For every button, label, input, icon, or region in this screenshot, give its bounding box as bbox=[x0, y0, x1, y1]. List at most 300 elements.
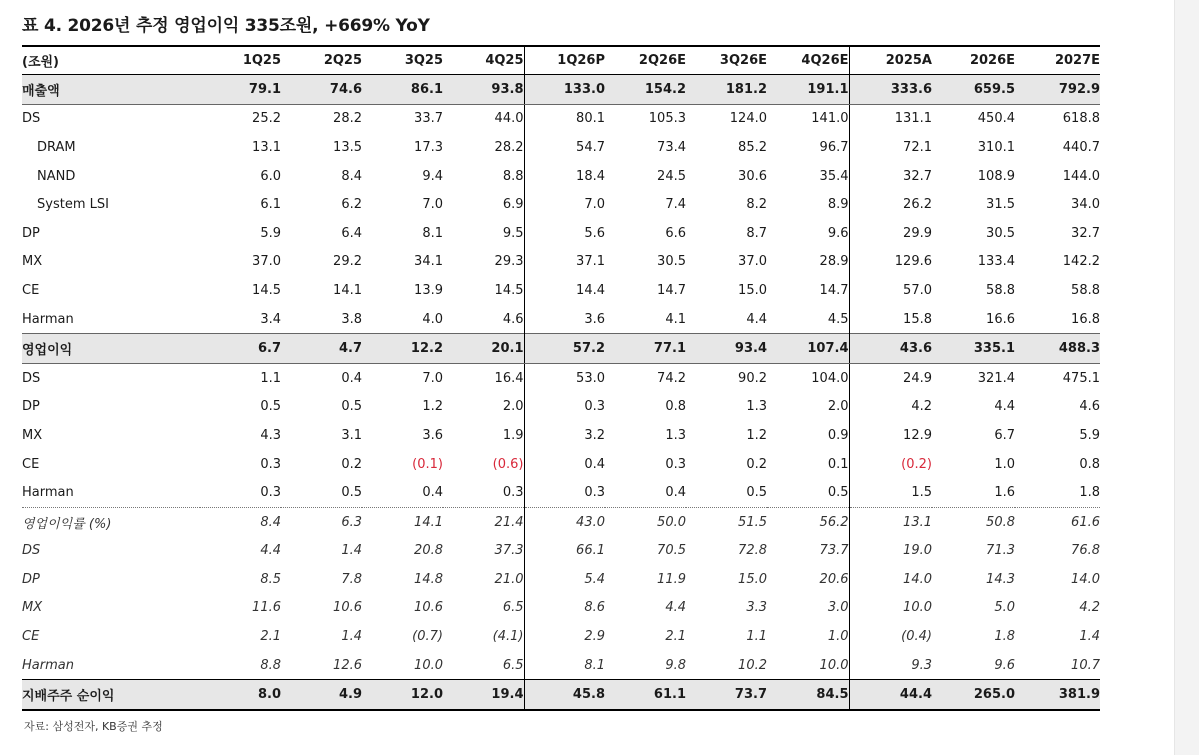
table-cell: 0.3 bbox=[502, 485, 524, 501]
table-row bbox=[22, 75, 1100, 105]
table-cell: 4.4 bbox=[994, 399, 1015, 415]
table-cell: 54.7 bbox=[524, 133, 605, 162]
table-cell: 6.7 bbox=[994, 427, 1015, 443]
column-header: 2025A bbox=[849, 46, 932, 75]
row-label: NAND bbox=[37, 168, 76, 184]
table-cell: 618.8 bbox=[1062, 111, 1100, 127]
table-cell: 11.9 bbox=[657, 571, 686, 587]
table-cell: 16.8 bbox=[1071, 311, 1100, 327]
table-cell: 0.4 bbox=[524, 450, 605, 479]
table-cell: 15.0 bbox=[738, 282, 767, 298]
column-header: 2Q26E bbox=[605, 46, 686, 75]
table-cell: 84.5 bbox=[767, 680, 849, 710]
column-header: 4Q25 bbox=[443, 46, 524, 75]
table-cell: 9.6 bbox=[994, 657, 1015, 673]
table-cell: (0.6) bbox=[492, 456, 524, 472]
table-cell: 58.8 bbox=[986, 282, 1015, 298]
table-cell: 10.0 bbox=[819, 657, 849, 673]
table-cell: 50.0 bbox=[605, 507, 686, 536]
table-cell: 50.8 bbox=[932, 507, 1015, 536]
table-cell: 19.4 bbox=[443, 680, 524, 710]
row-label: MX bbox=[22, 254, 43, 270]
table-cell: 488.3 bbox=[1015, 334, 1100, 364]
table-cell: 5.9 bbox=[260, 225, 281, 241]
table-cell: 10.7 bbox=[1071, 657, 1100, 673]
table-cell: 61.1 bbox=[605, 680, 686, 710]
table-cell: 8.4 bbox=[200, 507, 281, 536]
table-cell: 26.2 bbox=[849, 190, 932, 219]
table-cell: 154.2 bbox=[605, 75, 686, 105]
table-row bbox=[22, 162, 1100, 191]
table-cell: 19.0 bbox=[849, 537, 932, 566]
table-cell: 56.2 bbox=[767, 507, 849, 536]
table-cell: 14.7 bbox=[819, 282, 849, 298]
table-cell: 4.2 bbox=[1079, 600, 1100, 616]
table-cell: 0.2 bbox=[746, 456, 767, 472]
table-cell: 191.1 bbox=[767, 75, 849, 105]
table-cell: 1.8 bbox=[1079, 485, 1100, 501]
table-cell: 10.2 bbox=[738, 657, 767, 673]
table-cell: 335.1 bbox=[932, 334, 1015, 364]
row-label: 영업이익률 (%) bbox=[22, 507, 200, 536]
table-cell: 53.0 bbox=[524, 363, 605, 392]
table-cell: 13.5 bbox=[333, 139, 362, 155]
table-row bbox=[22, 190, 1100, 219]
table-cell: 20.1 bbox=[443, 334, 524, 364]
table-cell: 43.6 bbox=[849, 334, 932, 364]
table-cell: 12.2 bbox=[362, 334, 443, 364]
table-row bbox=[22, 594, 1100, 623]
table-cell: 105.3 bbox=[648, 111, 686, 127]
table-row bbox=[22, 104, 1100, 133]
table-cell: 74.2 bbox=[657, 370, 686, 386]
table-cell: 17.3 bbox=[414, 139, 443, 155]
table-cell: 1.3 bbox=[665, 427, 686, 443]
table-cell: 12.0 bbox=[362, 680, 443, 710]
table-cell: (0.4) bbox=[849, 622, 932, 651]
table-cell: 66.1 bbox=[524, 537, 605, 566]
row-label: DP bbox=[22, 571, 40, 587]
table-cell: 14.1 bbox=[362, 507, 443, 536]
table-cell: 0.3 bbox=[260, 485, 281, 501]
table-row bbox=[22, 363, 1100, 392]
table-cell: 0.8 bbox=[1079, 456, 1100, 472]
table-cell: 1.0 bbox=[827, 629, 849, 645]
table-cell: 57.0 bbox=[849, 276, 932, 305]
table-cell: 85.2 bbox=[738, 139, 767, 155]
row-label: MX bbox=[22, 600, 43, 616]
column-header: 2026E bbox=[932, 46, 1015, 75]
table-cell: 9.6 bbox=[827, 225, 849, 241]
table-cell: 1.4 bbox=[341, 543, 362, 559]
table-cell: 29.2 bbox=[333, 254, 362, 270]
table-cell: 381.9 bbox=[1015, 680, 1100, 710]
table-cell: 32.7 bbox=[849, 162, 932, 191]
table-cell: 8.1 bbox=[422, 225, 443, 241]
table-cell: 0.3 bbox=[665, 456, 686, 472]
table-cell: 10.6 bbox=[333, 600, 362, 616]
table-cell: 8.2 bbox=[746, 197, 767, 213]
table-cell: 3.4 bbox=[260, 311, 281, 327]
table-cell: 2.0 bbox=[502, 399, 524, 415]
table-cell: 142.2 bbox=[1062, 254, 1100, 270]
table-cell: 51.5 bbox=[686, 507, 767, 536]
table-cell: 37.3 bbox=[494, 543, 524, 559]
table-cell: 24.9 bbox=[849, 363, 932, 392]
table-cell: (0.1) bbox=[412, 456, 443, 472]
row-label: Harman bbox=[22, 485, 74, 501]
table-cell: 4.5 bbox=[827, 311, 849, 327]
row-label: Harman bbox=[22, 311, 74, 327]
table-cell: 265.0 bbox=[932, 680, 1015, 710]
row-label: DP bbox=[22, 399, 40, 415]
column-header: 2Q25 bbox=[281, 46, 362, 75]
table-cell: 14.5 bbox=[494, 282, 524, 298]
table-cell: 71.3 bbox=[986, 543, 1015, 559]
table-cell: 4.2 bbox=[849, 393, 932, 422]
table-cell: 5.9 bbox=[1079, 427, 1100, 443]
table-cell: 28.2 bbox=[333, 111, 362, 127]
table-cell: 5.6 bbox=[524, 219, 605, 248]
row-label: Harman bbox=[22, 657, 74, 673]
table-cell: 32.7 bbox=[1071, 225, 1100, 241]
table-cell: 6.5 bbox=[502, 600, 524, 616]
table-cell: 10.0 bbox=[414, 657, 443, 673]
table-row bbox=[22, 334, 1100, 364]
table-cell: 30.6 bbox=[738, 168, 767, 184]
table-row bbox=[22, 537, 1100, 566]
table-row bbox=[22, 680, 1100, 710]
table-cell: 21.4 bbox=[443, 507, 524, 536]
table-cell: 6.7 bbox=[200, 334, 281, 364]
table-cell: 44.0 bbox=[494, 111, 524, 127]
table-row bbox=[22, 565, 1100, 594]
table-cell: 72.1 bbox=[849, 133, 932, 162]
table-cell: 0.5 bbox=[341, 399, 362, 415]
table-cell: 8.8 bbox=[260, 657, 281, 673]
table-row bbox=[22, 276, 1100, 305]
table-cell: 0.3 bbox=[260, 456, 281, 472]
table-cell: 0.5 bbox=[341, 485, 362, 501]
table-cell: 0.5 bbox=[260, 399, 281, 415]
table-cell: 37.0 bbox=[252, 254, 281, 270]
table-cell: 21.0 bbox=[494, 571, 524, 587]
table-cell: 475.1 bbox=[1062, 370, 1100, 386]
table-cell: 0.2 bbox=[341, 456, 362, 472]
source-note: 자료: 삼성전자, KB증권 추정 bbox=[24, 720, 163, 733]
table-cell: 131.1 bbox=[849, 104, 932, 133]
table-cell: 3.2 bbox=[524, 421, 605, 450]
table-row bbox=[22, 478, 1100, 507]
table-cell: 79.1 bbox=[200, 75, 281, 105]
table-cell: 29.9 bbox=[849, 219, 932, 248]
table-cell: 6.1 bbox=[260, 197, 281, 213]
column-header: 2027E bbox=[1015, 46, 1100, 75]
table-cell: 28.9 bbox=[819, 254, 849, 270]
table-cell: 3.1 bbox=[341, 427, 362, 443]
table-cell: 73.4 bbox=[657, 139, 686, 155]
row-label: DP bbox=[22, 225, 40, 241]
table-cell: 13.1 bbox=[849, 507, 932, 536]
column-header: 3Q26E bbox=[686, 46, 767, 75]
table-cell: 2.1 bbox=[665, 629, 686, 645]
table-cell: 8.0 bbox=[200, 680, 281, 710]
table-cell: 1.1 bbox=[260, 370, 281, 386]
table-cell: 1.4 bbox=[341, 629, 362, 645]
table-cell: 13.1 bbox=[252, 139, 281, 155]
row-label: CE bbox=[22, 456, 40, 472]
table-cell: 333.6 bbox=[849, 75, 932, 105]
table-cell: 74.6 bbox=[281, 75, 362, 105]
table-cell: 45.8 bbox=[524, 680, 605, 710]
table-cell: 9.5 bbox=[502, 225, 524, 241]
row-label: MX bbox=[22, 427, 43, 443]
table-cell: 14.5 bbox=[252, 282, 281, 298]
table-cell: 4.7 bbox=[281, 334, 362, 364]
table-cell: 0.3 bbox=[524, 393, 605, 422]
table-row bbox=[22, 507, 1100, 536]
table-cell: 0.4 bbox=[341, 370, 362, 386]
table-cell: 9.8 bbox=[665, 657, 686, 673]
table-cell: 1.8 bbox=[994, 629, 1015, 645]
row-label: 지배주주 순이익 bbox=[22, 680, 200, 710]
table-cell: 30.5 bbox=[657, 254, 686, 270]
table-row bbox=[22, 393, 1100, 422]
table-row bbox=[22, 305, 1100, 334]
table-cell: 34.0 bbox=[1071, 197, 1100, 213]
table-cell: 14.7 bbox=[657, 282, 686, 298]
table-cell: 43.0 bbox=[524, 507, 605, 536]
table-cell: 15.0 bbox=[738, 571, 767, 587]
column-header: 1Q25 bbox=[200, 46, 281, 75]
table-cell: 1.4 bbox=[1079, 629, 1100, 645]
table-cell: 18.4 bbox=[524, 162, 605, 191]
table-cell: 1.3 bbox=[746, 399, 767, 415]
row-label: DRAM bbox=[37, 139, 76, 155]
table-row bbox=[22, 421, 1100, 450]
table-cell: 80.1 bbox=[524, 104, 605, 133]
table-cell: 141.0 bbox=[811, 111, 849, 127]
header-row bbox=[22, 46, 1100, 75]
table-cell: 8.1 bbox=[524, 651, 605, 680]
column-header: 4Q26E bbox=[767, 46, 849, 75]
table-cell: 73.7 bbox=[686, 680, 767, 710]
table-cell: 4.4 bbox=[665, 600, 686, 616]
table-cell: 57.2 bbox=[524, 334, 605, 364]
row-label: CE bbox=[22, 282, 40, 298]
table-cell: 7.4 bbox=[665, 197, 686, 213]
table-cell: 14.3 bbox=[986, 571, 1015, 587]
table-cell: 144.0 bbox=[1062, 168, 1100, 184]
table-cell: 16.4 bbox=[494, 370, 524, 386]
column-header: 1Q26P bbox=[524, 46, 605, 75]
table-cell: 1.9 bbox=[502, 427, 524, 443]
table-cell: 3.3 bbox=[746, 600, 767, 616]
table-cell: 3.0 bbox=[827, 600, 849, 616]
table-cell: 4.1 bbox=[665, 311, 686, 327]
table-cell: 8.6 bbox=[524, 594, 605, 623]
table-cell: 4.6 bbox=[502, 311, 524, 327]
table-cell: 8.8 bbox=[502, 168, 524, 184]
table-cell: 10.0 bbox=[849, 594, 932, 623]
table-cell: 58.8 bbox=[1071, 282, 1100, 298]
table-cell: 6.2 bbox=[341, 197, 362, 213]
table-cell: 321.4 bbox=[977, 370, 1015, 386]
table-body bbox=[22, 75, 1100, 711]
table-cell: 20.8 bbox=[414, 543, 443, 559]
table-cell: 1.1 bbox=[746, 629, 767, 645]
table-cell: 3.6 bbox=[422, 427, 443, 443]
table-cell: 792.9 bbox=[1015, 75, 1100, 105]
row-label: DS bbox=[22, 543, 41, 559]
table-cell: (0.7) bbox=[412, 629, 443, 645]
table-cell: 86.1 bbox=[362, 75, 443, 105]
table-cell: 4.4 bbox=[746, 311, 767, 327]
table-cell: 72.8 bbox=[738, 543, 767, 559]
table-cell: (4.1) bbox=[492, 629, 524, 645]
table-cell: 6.4 bbox=[341, 225, 362, 241]
table-cell: 8.9 bbox=[827, 197, 849, 213]
table-cell: 96.7 bbox=[819, 139, 849, 155]
table-cell: 4.9 bbox=[281, 680, 362, 710]
table-cell: 9.3 bbox=[849, 651, 932, 680]
table-cell: 7.0 bbox=[524, 190, 605, 219]
table-cell: 0.4 bbox=[422, 485, 443, 501]
table-row bbox=[22, 622, 1100, 651]
table-cell: 6.0 bbox=[260, 168, 281, 184]
table-cell: 1.0 bbox=[994, 456, 1015, 472]
table-cell: 37.1 bbox=[524, 248, 605, 277]
table-cell: 2.0 bbox=[827, 399, 849, 415]
table-cell: 5.0 bbox=[994, 600, 1015, 616]
table-cell: 6.9 bbox=[502, 197, 524, 213]
column-header: 3Q25 bbox=[362, 46, 443, 75]
table-title: 표 4. 2026년 추정 영업이익 335조원, +669% YoY bbox=[22, 16, 430, 36]
table-cell: 70.5 bbox=[657, 543, 686, 559]
table-cell: 0.5 bbox=[746, 485, 767, 501]
table-cell: 7.0 bbox=[422, 370, 443, 386]
table-cell: 9.4 bbox=[422, 168, 443, 184]
table-cell: 5.4 bbox=[524, 565, 605, 594]
table-cell: 129.6 bbox=[849, 248, 932, 277]
table-cell: 20.6 bbox=[819, 571, 849, 587]
table-cell: 6.6 bbox=[665, 225, 686, 241]
table-cell: 90.2 bbox=[738, 370, 767, 386]
table-cell: 37.0 bbox=[738, 254, 767, 270]
table-cell: 10.6 bbox=[414, 600, 443, 616]
table-cell: 12.6 bbox=[333, 657, 362, 673]
table-cell: 440.7 bbox=[1062, 139, 1100, 155]
unit-header: (조원) bbox=[22, 46, 200, 75]
table-cell: 61.6 bbox=[1015, 507, 1100, 536]
table-cell: 12.9 bbox=[849, 421, 932, 450]
table-cell: 2.9 bbox=[524, 622, 605, 651]
table-cell: 11.6 bbox=[252, 600, 281, 616]
table-cell: 104.0 bbox=[811, 370, 849, 386]
table-cell: 76.8 bbox=[1071, 543, 1100, 559]
table-cell: 28.2 bbox=[494, 139, 524, 155]
table-cell: 4.0 bbox=[422, 311, 443, 327]
table-row bbox=[22, 248, 1100, 277]
table-cell: 7.0 bbox=[422, 197, 443, 213]
table-cell: 108.9 bbox=[977, 168, 1015, 184]
table-cell: 1.6 bbox=[994, 485, 1015, 501]
table-cell: 0.5 bbox=[827, 485, 849, 501]
table-cell: 31.5 bbox=[986, 197, 1015, 213]
table-cell: 14.0 bbox=[849, 565, 932, 594]
table-cell: (0.2) bbox=[849, 450, 932, 479]
table-row bbox=[22, 651, 1100, 680]
table-cell: 1.5 bbox=[849, 478, 932, 507]
table-cell: 0.3 bbox=[524, 478, 605, 507]
table-row bbox=[22, 219, 1100, 248]
table-cell: 7.8 bbox=[341, 571, 362, 587]
table-cell: 33.7 bbox=[414, 111, 443, 127]
row-label: System LSI bbox=[37, 197, 109, 213]
table-cell: 0.9 bbox=[827, 427, 849, 443]
table-cell: 14.8 bbox=[414, 571, 443, 587]
table-cell: 4.4 bbox=[260, 543, 281, 559]
table-cell: 107.4 bbox=[767, 334, 849, 364]
table-cell: 6.5 bbox=[502, 657, 524, 673]
table-cell: 0.4 bbox=[665, 485, 686, 501]
table-cell: 659.5 bbox=[932, 75, 1015, 105]
table-cell: 181.2 bbox=[686, 75, 767, 105]
table-cell: 93.4 bbox=[686, 334, 767, 364]
table-cell: 8.5 bbox=[260, 571, 281, 587]
table-cell: 77.1 bbox=[605, 334, 686, 364]
table-cell: 4.3 bbox=[260, 427, 281, 443]
table-cell: 14.0 bbox=[1071, 571, 1100, 587]
table-row bbox=[22, 450, 1100, 479]
table-cell: 14.1 bbox=[333, 282, 362, 298]
row-label: 영업이익 bbox=[22, 334, 200, 364]
table-cell: 2.1 bbox=[260, 629, 281, 645]
table-cell: 14.4 bbox=[524, 276, 605, 305]
table-cell: 93.8 bbox=[443, 75, 524, 105]
row-label: DS bbox=[22, 111, 41, 127]
table-cell: 1.2 bbox=[422, 399, 443, 415]
table-cell: 6.3 bbox=[281, 507, 362, 536]
table-cell: 3.8 bbox=[341, 311, 362, 327]
table-cell: 124.0 bbox=[729, 111, 767, 127]
table-cell: 29.3 bbox=[494, 254, 524, 270]
table-cell: 450.4 bbox=[977, 111, 1015, 127]
table-cell: 15.8 bbox=[849, 305, 932, 334]
table-cell: 3.6 bbox=[524, 305, 605, 334]
row-label: 매출액 bbox=[22, 75, 200, 105]
table-row bbox=[22, 133, 1100, 162]
row-label: DS bbox=[22, 370, 41, 386]
table-cell: 133.4 bbox=[977, 254, 1015, 270]
table-cell: 8.4 bbox=[341, 168, 362, 184]
table-cell: 8.7 bbox=[746, 225, 767, 241]
table-cell: 13.9 bbox=[414, 282, 443, 298]
scrollbar-track[interactable] bbox=[1174, 0, 1199, 755]
financial-table bbox=[22, 45, 1100, 711]
table-cell: 1.2 bbox=[746, 427, 767, 443]
table-cell: 310.1 bbox=[977, 139, 1015, 155]
table-cell: 35.4 bbox=[819, 168, 849, 184]
table-cell: 0.8 bbox=[665, 399, 686, 415]
table-cell: 44.4 bbox=[849, 680, 932, 710]
table-cell: 24.5 bbox=[657, 168, 686, 184]
table-cell: 16.6 bbox=[986, 311, 1015, 327]
table-cell: 133.0 bbox=[524, 75, 605, 105]
table-cell: 4.6 bbox=[1079, 399, 1100, 415]
table-cell: 73.7 bbox=[819, 543, 849, 559]
table-cell: 30.5 bbox=[986, 225, 1015, 241]
